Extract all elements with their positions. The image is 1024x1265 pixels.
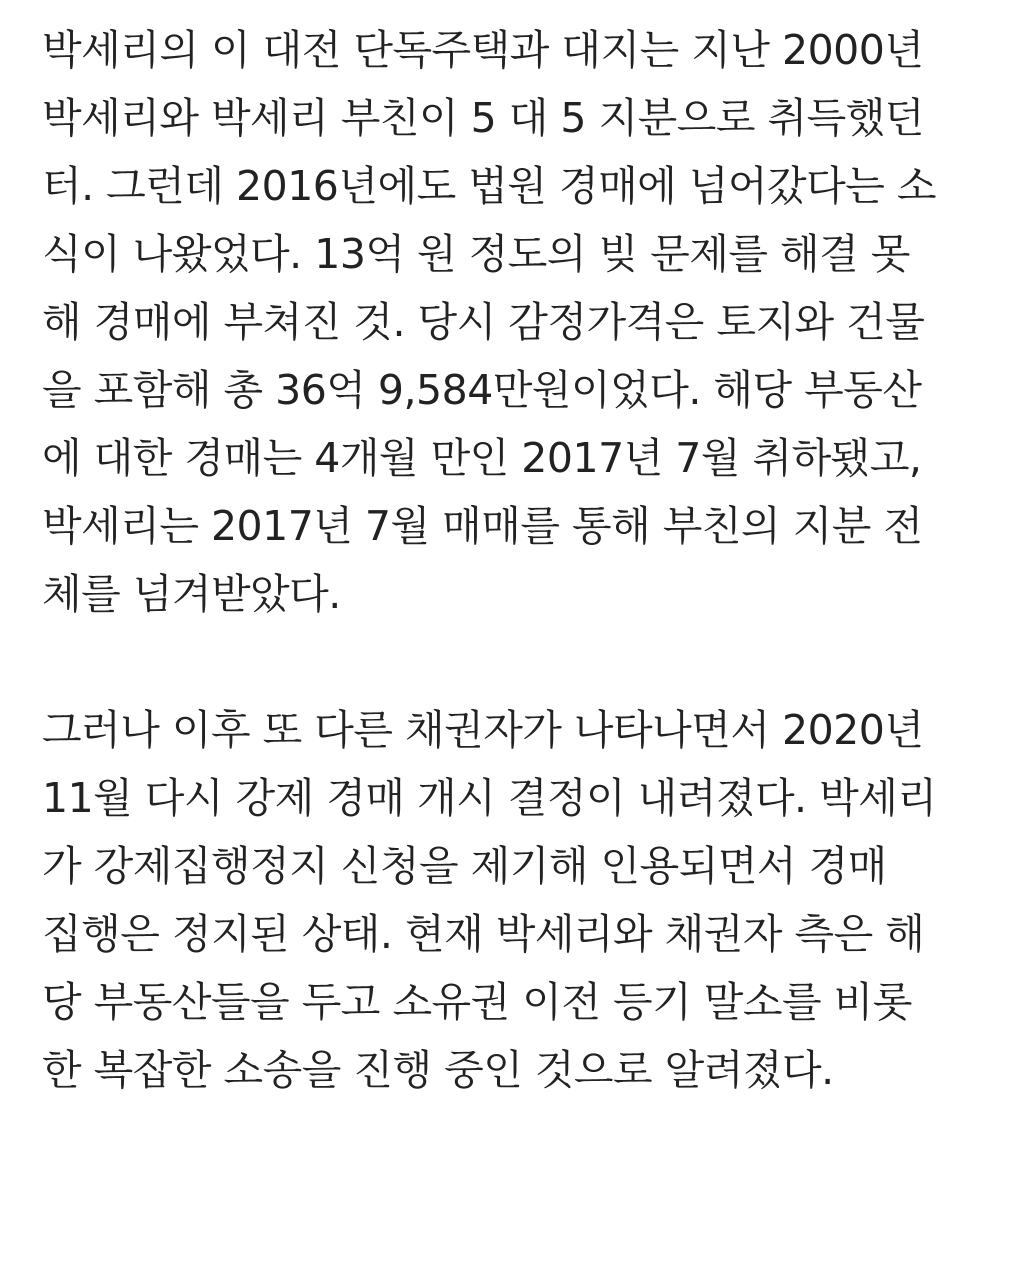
text-line: 체를 넘겨받았다. xyxy=(42,570,341,618)
article-body xyxy=(42,16,1002,1104)
text-line: 당 부동산들을 두고 소유권 이전 등기 말소를 비롯 xyxy=(42,978,912,1026)
text-line: 에 대한 경매는 4개월 만인 2017년 7월 취하됐고, xyxy=(42,434,922,482)
text-line: 그러나 이후 또 다른 채권자가 나타나면서 2020년 xyxy=(42,706,924,754)
text-line: 가 강제집행정지 신청을 제기해 인용되면서 경매 xyxy=(42,842,887,890)
text-line: 박세리와 박세리 부친이 5 대 5 지분으로 취득했던 xyxy=(42,94,924,142)
text-line: 11월 다시 강제 경매 개시 결정이 내려졌다. 박세리 xyxy=(42,774,937,822)
paragraph-2 xyxy=(42,696,1002,1104)
text-line: 집행은 정지된 상태. 현재 박세리와 채권자 측은 해 xyxy=(42,910,925,958)
text-line: 해 경매에 부쳐진 것. 당시 감정가격은 토지와 건물 xyxy=(42,298,925,346)
text-line: 을 포함해 총 36억 9,584만원이었다. 해당 부동산 xyxy=(42,366,922,414)
text-line: 박세리는 2017년 7월 매매를 통해 부친의 지분 전 xyxy=(42,502,923,550)
text-line: 한 복잡한 소송을 진행 중인 것으로 알려졌다. xyxy=(42,1046,834,1094)
text-line: 박세리의 이 대전 단독주택과 대지는 지난 2000년 xyxy=(42,26,924,74)
paragraph-1 xyxy=(42,16,1002,628)
text-line: 터. 그런데 2016년에도 법원 경매에 넘어갔다는 소 xyxy=(42,162,936,210)
text-line: 식이 나왔었다. 13억 원 정도의 빚 문제를 해결 못 xyxy=(42,230,910,278)
